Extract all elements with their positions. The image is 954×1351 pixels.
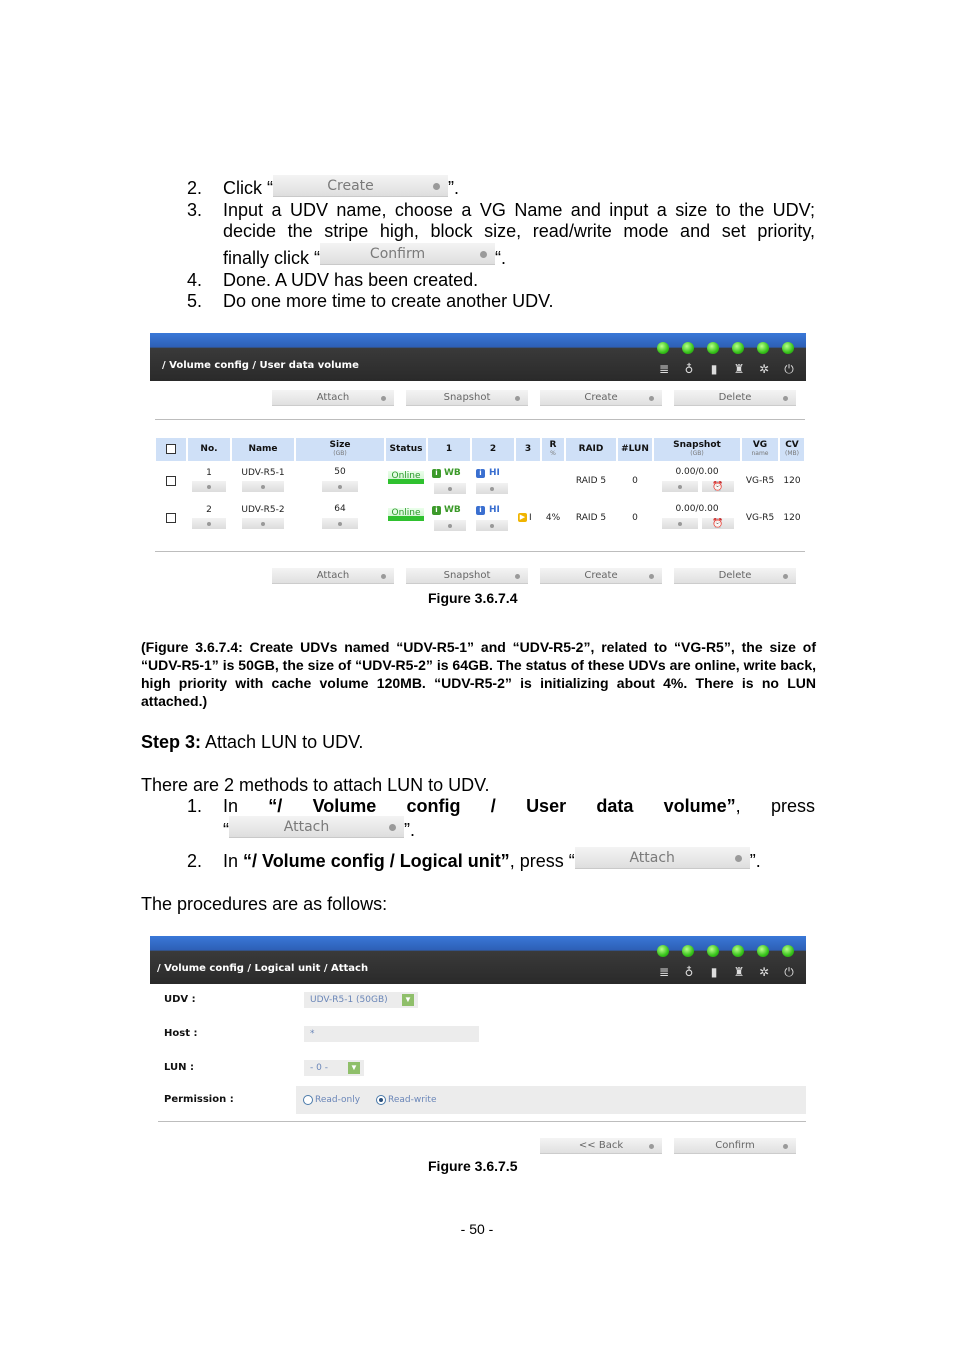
attach-button[interactable] xyxy=(272,390,394,406)
delete-label: Delete xyxy=(718,392,752,403)
row-vg: VG-R5 xyxy=(745,513,775,523)
button-dot-icon xyxy=(649,396,654,401)
attach-button-inline-2[interactable] xyxy=(575,847,750,869)
delete-button-bottom[interactable] xyxy=(674,568,796,584)
battery-icon[interactable]: ▮ xyxy=(710,362,718,376)
col-cv xyxy=(780,438,804,461)
col-snapshot xyxy=(654,438,740,461)
back-button[interactable] xyxy=(540,1138,662,1154)
method-1-word: press xyxy=(770,796,815,816)
step-3-line-1: Input a UDV name, choose a VG Name and input a size to the UDV; xyxy=(223,200,815,220)
database-icon[interactable]: ≣ xyxy=(658,362,670,376)
row-wb-button[interactable] xyxy=(434,520,466,531)
button-dot-icon xyxy=(207,522,211,526)
button-dot-icon xyxy=(338,522,342,526)
snapshot-button-bottom[interactable] xyxy=(406,568,528,584)
step-4-text: Done. A UDV has been created. xyxy=(223,270,479,290)
lun-label: LUN : xyxy=(164,1062,194,1073)
confirm-label: Confirm xyxy=(715,1140,755,1151)
attach-button-label: Attach xyxy=(283,819,330,836)
row-name: UDV-R5-2 xyxy=(241,505,285,515)
row-no: 1 xyxy=(206,468,212,478)
back-label: << Back xyxy=(578,1140,624,1151)
divider xyxy=(158,1121,806,1122)
thermometer-icon[interactable]: ♁ xyxy=(684,965,694,979)
col-vg-label: VG xyxy=(752,440,768,450)
power-plug-icon[interactable]: ♜ xyxy=(733,965,745,979)
button-dot-icon xyxy=(490,524,494,528)
col-snapshot-label: Snapshot xyxy=(673,440,721,450)
host-label: Host : xyxy=(164,1028,198,1039)
method-1-word: Volume xyxy=(312,796,377,816)
battery-icon[interactable]: ▮ xyxy=(710,965,718,979)
status-led-icon xyxy=(707,945,719,957)
method-1-word: “/ xyxy=(268,796,283,816)
snapshot-label: Snapshot xyxy=(443,392,491,403)
row-size: 50 xyxy=(334,467,346,477)
step-3-line-3 xyxy=(223,248,506,270)
row-name: UDV-R5-1 xyxy=(241,468,285,478)
read-only-radio[interactable] xyxy=(303,1095,313,1105)
col-lun: #LUN xyxy=(618,438,652,461)
row-checkbox[interactable] xyxy=(166,513,176,523)
method-1-close-quote: ”. xyxy=(404,820,415,840)
row-hi-button[interactable] xyxy=(476,520,508,531)
method-2-path: “/ Volume config / Logical unit” xyxy=(243,851,510,871)
step-5-text: Do one more time to create another UDV. xyxy=(223,291,554,311)
col-size xyxy=(296,438,384,461)
status-led-icon xyxy=(782,342,794,354)
row-cv: 120 xyxy=(783,513,801,523)
button-dot-icon xyxy=(381,574,386,579)
col-cv-label: CV xyxy=(785,440,799,450)
delete-button[interactable] xyxy=(674,390,796,406)
step-3-label: Step 3: xyxy=(141,732,202,752)
row-snapshot: 0.00/0.00 xyxy=(675,467,719,477)
host-input[interactable] xyxy=(304,1026,479,1042)
status-led-icon xyxy=(682,342,694,354)
divider xyxy=(155,551,805,552)
lun-select-value: - 0 - xyxy=(310,1063,328,1073)
fan-icon[interactable]: ✲ xyxy=(758,965,770,979)
col-r-unit: % xyxy=(550,450,556,457)
snapshot-button[interactable] xyxy=(406,390,528,406)
figure-1-caption: Figure 3.6.7.4 xyxy=(428,590,518,606)
header-tools xyxy=(657,362,796,376)
figure-note: (Figure 3.6.7.4: Create UDVs named “UDV-R5-1” and “UDV-R5-2”, related to “VG-R5”, the size of “UDV-R5-1” is 50GB, the size of “UDV-R5-2” is 64GB. The status of these UDVs are online, write back, high priority with cache volume 120MB. “UDV-R5-2” is initializing about 4%. There is no LUN attached.) xyxy=(141,639,816,709)
snapshot-clock-icon[interactable]: ⏰ xyxy=(702,518,734,529)
chevron-down-icon[interactable]: ▼ xyxy=(402,994,414,1006)
panel-header xyxy=(150,333,806,381)
init-icon: ▶ xyxy=(519,513,526,521)
col-name: Name xyxy=(232,438,294,461)
create-label: Create xyxy=(584,392,618,403)
row-size-button[interactable] xyxy=(322,518,358,529)
status-leds xyxy=(657,945,794,957)
method-1-word: / xyxy=(490,796,496,816)
chevron-down-icon[interactable]: ▼ xyxy=(348,1062,360,1074)
status-led-icon xyxy=(757,945,769,957)
method-1-word: , xyxy=(735,796,741,816)
wb-icon: i xyxy=(432,469,441,478)
status-led-icon xyxy=(732,945,744,957)
create-button-label: Create xyxy=(327,178,374,195)
col-r-label: R xyxy=(549,440,557,450)
udv-select[interactable] xyxy=(304,992,418,1008)
row-cv: 120 xyxy=(783,476,801,486)
row-no-button[interactable] xyxy=(192,481,226,492)
button-dot-icon xyxy=(515,396,520,401)
status-led-icon xyxy=(707,342,719,354)
methods-intro: There are 2 methods to attach LUN to UDV. xyxy=(141,775,490,795)
row-hi-button[interactable] xyxy=(476,483,508,494)
method-1-line-2 xyxy=(223,820,415,842)
row-wb: WB xyxy=(444,468,461,478)
method-1-word: config xyxy=(406,796,461,816)
step-4-number: 4. xyxy=(186,270,202,290)
method-1-word: volume” xyxy=(663,796,736,816)
read-write-label: Read-write xyxy=(388,1095,437,1105)
fan-icon[interactable]: ✲ xyxy=(758,362,770,376)
status-led-icon xyxy=(657,342,669,354)
col-size-label: Size xyxy=(329,440,351,450)
udv-label: UDV : xyxy=(164,994,196,1005)
wb-icon: i xyxy=(432,506,441,515)
col-vg-unit: name xyxy=(751,450,769,457)
snapshot-clock-icon[interactable]: ⏰ xyxy=(702,481,734,492)
host-input-value: * xyxy=(310,1029,315,1039)
status-led-icon xyxy=(732,342,744,354)
button-dot-icon xyxy=(448,487,452,491)
button-dot-icon xyxy=(678,485,682,489)
attach-button-bottom[interactable] xyxy=(272,568,394,584)
attach-label: Attach xyxy=(316,392,350,403)
attach-button-label: Attach xyxy=(629,850,675,867)
read-only-label: Read-only xyxy=(315,1095,361,1105)
breadcrumb: / Volume config / User data volume xyxy=(162,360,359,371)
power-icon[interactable]: ⏻ xyxy=(784,362,794,376)
button-dot-icon xyxy=(381,396,386,401)
status-led-icon xyxy=(657,945,669,957)
method-1-word: In xyxy=(223,796,239,816)
power-icon[interactable]: ⏻ xyxy=(784,965,794,979)
row-wb: WB xyxy=(444,505,461,515)
status-badge: Online xyxy=(388,471,424,484)
row-checkbox[interactable] xyxy=(166,476,176,486)
divider xyxy=(155,419,805,420)
row-wb-button[interactable] xyxy=(434,483,466,494)
figure-2-caption: Figure 3.6.7.5 xyxy=(428,1158,518,1174)
button-dot-icon xyxy=(735,855,742,862)
col-raid: RAID xyxy=(566,438,616,461)
status-led-icon xyxy=(757,342,769,354)
status-badge: Online xyxy=(388,508,424,521)
method-2-pre: In xyxy=(223,851,244,871)
row-raid: RAID 5 xyxy=(575,476,607,486)
button-dot-icon xyxy=(261,485,265,489)
step-2-post: ”. xyxy=(448,178,459,198)
step-3-number: 3. xyxy=(186,200,202,220)
button-dot-icon xyxy=(389,824,396,831)
row-name-button[interactable] xyxy=(242,481,284,492)
permission-label: Permission : xyxy=(164,1094,234,1105)
confirm-button-label: Confirm xyxy=(369,246,426,263)
step-2-number: 2. xyxy=(186,178,202,198)
col-no: No. xyxy=(188,438,230,461)
confirm-button[interactable] xyxy=(674,1138,796,1154)
method-2-post: ”. xyxy=(749,851,761,871)
method-1-line-1 xyxy=(223,796,815,817)
col-cv-unit: (MB) xyxy=(785,450,799,457)
power-plug-icon[interactable]: ♜ xyxy=(733,362,745,376)
row-vg: VG-R5 xyxy=(745,476,775,486)
method-2-number: 2. xyxy=(186,851,202,871)
button-dot-icon xyxy=(649,1144,654,1149)
row-name-button[interactable] xyxy=(242,518,284,529)
col-size-unit: (GB) xyxy=(333,450,347,457)
create-button-bottom[interactable] xyxy=(540,568,662,584)
create-label: Create xyxy=(584,570,618,581)
col-snapshot-unit: (GB) xyxy=(690,450,704,457)
method-1-word: data xyxy=(596,796,634,816)
status-led-icon xyxy=(682,945,694,957)
row-hi: HI xyxy=(489,468,500,478)
row-size: 64 xyxy=(334,504,346,514)
button-dot-icon xyxy=(515,574,520,579)
row-hi: HI xyxy=(489,505,500,515)
udv-list-panel xyxy=(150,333,806,588)
attach-label: Attach xyxy=(316,570,350,581)
header-tools xyxy=(657,965,796,979)
select-all-checkbox[interactable] xyxy=(166,444,176,454)
button-dot-icon xyxy=(261,522,265,526)
button-dot-icon xyxy=(783,396,788,401)
confirm-button-inline[interactable] xyxy=(320,243,495,265)
method-1-number: 1. xyxy=(186,796,202,816)
button-dot-icon xyxy=(207,485,211,489)
row-lun: 0 xyxy=(632,476,638,486)
read-write-radio[interactable] xyxy=(376,1095,386,1105)
permission-row xyxy=(296,1086,806,1114)
lun-attach-panel xyxy=(150,936,806,1158)
page-number: - 50 - xyxy=(460,1221,494,1237)
row-no-button[interactable] xyxy=(192,518,226,529)
procedures-text: The procedures are as follows: xyxy=(141,894,388,914)
create-button-inline[interactable] xyxy=(273,175,448,197)
col-status: Status xyxy=(386,438,426,461)
step-2-text xyxy=(223,178,459,200)
col-1: 1 xyxy=(428,438,470,461)
button-dot-icon xyxy=(338,485,342,489)
delete-label: Delete xyxy=(718,570,752,581)
button-dot-icon xyxy=(490,487,494,491)
method-1-open-quote: “ xyxy=(223,820,229,840)
method-1-word: User xyxy=(526,796,567,816)
step-3-pre: finally click “ xyxy=(223,248,321,268)
step-3-line-2: decide the stripe high, block size, read/write mode and set priority, xyxy=(223,221,815,241)
step-3-heading xyxy=(141,732,363,753)
col-3: 3 xyxy=(516,438,540,461)
hi-icon: i xyxy=(476,469,485,478)
button-dot-icon xyxy=(448,524,452,528)
button-dot-icon xyxy=(678,522,682,526)
select-all-header xyxy=(156,438,186,461)
snapshot-label: Snapshot xyxy=(443,570,491,581)
row-no: 2 xyxy=(206,505,212,515)
row-raid: RAID 5 xyxy=(575,513,607,523)
button-dot-icon xyxy=(783,574,788,579)
status-led-icon xyxy=(782,945,794,957)
step-3-post: “. xyxy=(495,248,507,268)
col-vg xyxy=(742,438,778,461)
method-2-text xyxy=(223,851,761,873)
step-3-heading-text: Attach LUN to UDV. xyxy=(201,732,364,752)
attach-button-inline[interactable] xyxy=(229,816,404,838)
button-dot-icon xyxy=(783,1144,788,1149)
button-dot-icon xyxy=(649,574,654,579)
row-init: I xyxy=(529,513,532,523)
row-percent: 4% xyxy=(545,513,561,523)
row-snapshot-button[interactable] xyxy=(662,481,698,492)
udv-select-value: UDV-R5-1 (50GB) xyxy=(310,995,388,1005)
method-2-mid: , press “ xyxy=(509,851,575,871)
create-button[interactable] xyxy=(540,390,662,406)
step-5-number: 5. xyxy=(186,291,202,311)
row-snapshot-button[interactable] xyxy=(662,518,698,529)
hi-icon: i xyxy=(476,506,485,515)
button-dot-icon xyxy=(433,183,440,190)
breadcrumb: / Volume config / Logical unit / Attach xyxy=(157,963,369,974)
panel-header xyxy=(150,936,806,984)
row-lun: 0 xyxy=(632,513,638,523)
col-2: 2 xyxy=(472,438,514,461)
thermometer-icon[interactable]: ♁ xyxy=(684,362,694,376)
step-2-pre: Click “ xyxy=(223,178,273,198)
col-r xyxy=(542,438,564,461)
row-snapshot: 0.00/0.00 xyxy=(675,504,719,514)
button-dot-icon xyxy=(480,251,487,258)
row-size-button[interactable] xyxy=(322,481,358,492)
status-leds xyxy=(657,342,794,354)
database-icon[interactable]: ≣ xyxy=(658,965,670,979)
